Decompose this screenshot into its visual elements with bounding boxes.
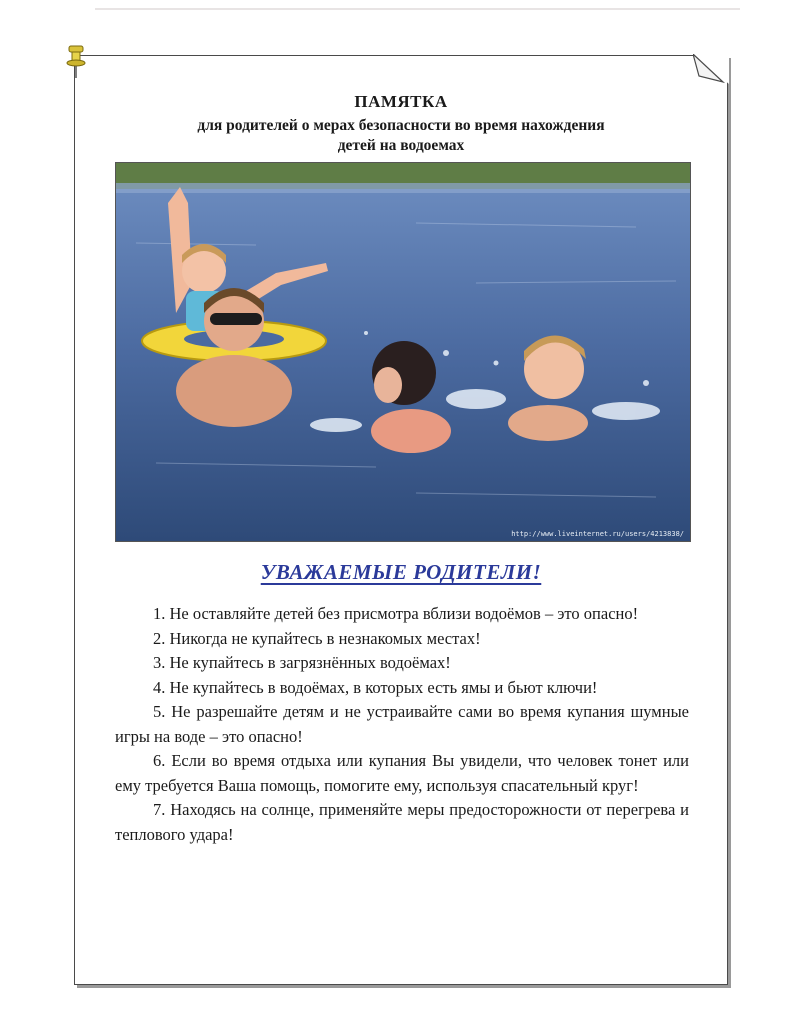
subtitle-line-1: для родителей о мерах безопасности во время нахождения bbox=[197, 117, 605, 134]
photo-credit: http://www.liveinternet.ru/users/4213838/ bbox=[511, 530, 684, 538]
page-curl-icon bbox=[693, 54, 729, 84]
subtitle-line-2: детей на водоемах bbox=[337, 137, 465, 154]
page-subtitle bbox=[95, 116, 707, 156]
rule-item: 1. Не оставляйте детей без присмотра вблизи водоёмов – это опасно! bbox=[153, 604, 639, 623]
children-swimming-photo bbox=[115, 162, 691, 542]
memo-sheet bbox=[74, 55, 728, 985]
greeting-heading: УВАЖАЕМЫЕ РОДИТЕЛИ! bbox=[260, 560, 542, 584]
rule-item: 7. Находясь на солнце, применяйте меры предосторожности от перегрева и теплового удара! bbox=[115, 800, 689, 844]
rule-item: 6. Если во время отдыха или купания Вы увидели, что человек тонет или ему требуется Ваша помощь, помогите ему, используя спасательный круг! bbox=[115, 751, 689, 795]
rule-item: 2. Никогда не купайтесь в незнакомых местах! bbox=[153, 628, 481, 648]
rule-item: 4. Не купайтесь в водоёмах, в которых есть ямы и бьют ключи! bbox=[153, 677, 598, 697]
pushpin-icon bbox=[65, 44, 87, 80]
rule-item: 5. Не разрешайте детям и не устраивайте сами во время купания шумные игры на воде – это опасно! bbox=[115, 702, 689, 746]
safety-rules-list bbox=[115, 602, 689, 847]
scan-edge bbox=[95, 8, 740, 10]
page-title: ПАМЯТКА bbox=[354, 92, 448, 111]
rule-item: 3. Не купайтесь в загрязнённых водоёмах! bbox=[153, 653, 451, 672]
